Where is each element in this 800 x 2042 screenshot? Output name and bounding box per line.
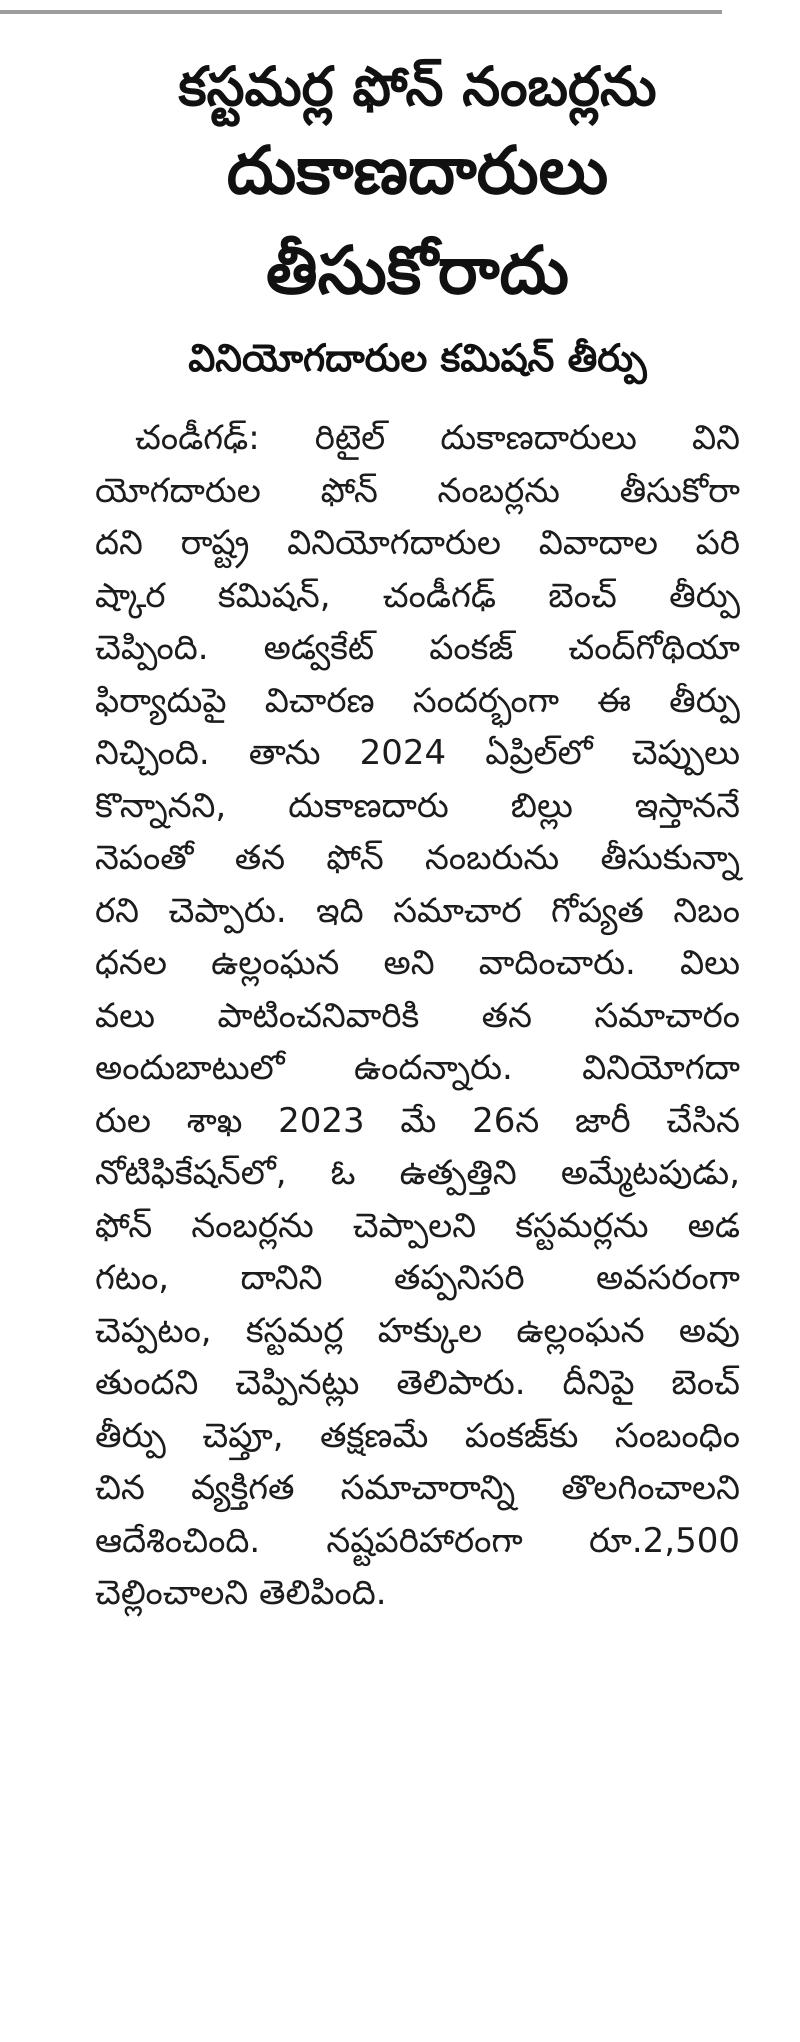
body-line: అందుబాటులో ఉందన్నారు. వినియోగదా — [95, 1048, 740, 1088]
body-line: రని చెప్పారు. ఇది సమాచార గోప్యత నిబం — [95, 890, 740, 931]
body-line: నెపంతో తన ఫోన్ నంబరును తీసుకున్నా — [95, 838, 740, 878]
body-line: కొన్నానని, దుకాణదారు బిల్లు ఇస్తాననే — [95, 785, 740, 826]
body-line: నిచ్చింది. తాను 2024 ఏప్రిల్‌లో చెప్పులు — [95, 733, 740, 773]
body-line: చెప్పటం, కస్టమర్ల హక్కుల ఉల్లంఘన అవు — [95, 1310, 740, 1351]
body-line: ఫిర్యాదుపై విచారణ సందర్భంగా ఈ తీర్పు — [95, 680, 740, 721]
subheadline: వినియోగదారుల కమిషన్ తీర్పు — [188, 336, 647, 380]
headline-line-2: దుకాణదారులు — [226, 132, 609, 209]
body-line: తీర్పు చెప్తూ, తక్షణమే పంకజ్‌కు సంబంధిం — [95, 1415, 740, 1456]
body-line: యోగదారుల ఫోన్ నంబర్లను తీసుకోరా — [95, 470, 740, 511]
headline-line-3: తీసుకోరాదు — [265, 232, 569, 309]
body-line: గటం, దానిని తప్పనిసరి అవసరంగా — [95, 1258, 740, 1298]
headline-line-1: కస్టమర్ల ఫోన్ నంబర్లను — [178, 55, 657, 118]
body-line: ఆదేశించింది. నష్టపరిహారంగా రూ.2,500 — [95, 1520, 740, 1561]
body-line: చెప్పింది. అడ్వకేట్ పంకజ్ చంద్‌గోథియా — [95, 628, 740, 668]
body-line: చిన వ్యక్తిగత సమాచారాన్ని తొలగించాలని — [95, 1468, 740, 1508]
body-line: ష్కార కమిషన్, చండీగఢ్ బెంచ్ తీర్పు — [95, 575, 740, 616]
body-line: తుందని చెప్పినట్లు తెలిపారు. దీనిపై బెంచ్ — [95, 1363, 740, 1403]
body-line: ధనల ఉల్లంఘన అని వాదించారు. విలు — [95, 943, 740, 983]
body-line: ఫోన్ నంబర్లను చెప్పాలని కస్టమర్లను అడ — [95, 1205, 740, 1246]
body-line: చండీగఢ్: రిటైల్ దుకాణదారులు విని — [135, 418, 740, 458]
article-body — [95, 412, 740, 1620]
body-line: వలు పాటించనివారికి తన సమాచారం — [95, 995, 740, 1036]
body-line: దని రాష్ట్ర వినియోగదారుల వివాదాల పరి — [95, 523, 740, 563]
body-line: రుల శాఖ 2023 మే 26న జారీ చేసిన — [95, 1100, 740, 1141]
top-divider — [0, 10, 722, 14]
body-line: చెల్లించాలని తెలిపింది. — [95, 1573, 387, 1613]
news-article — [95, 50, 740, 1620]
headline — [95, 55, 740, 334]
body-line: నోటిఫికేషన్‌లో, ఓ ఉత్పత్తిని అమ్మేటపుడు, — [95, 1153, 740, 1193]
